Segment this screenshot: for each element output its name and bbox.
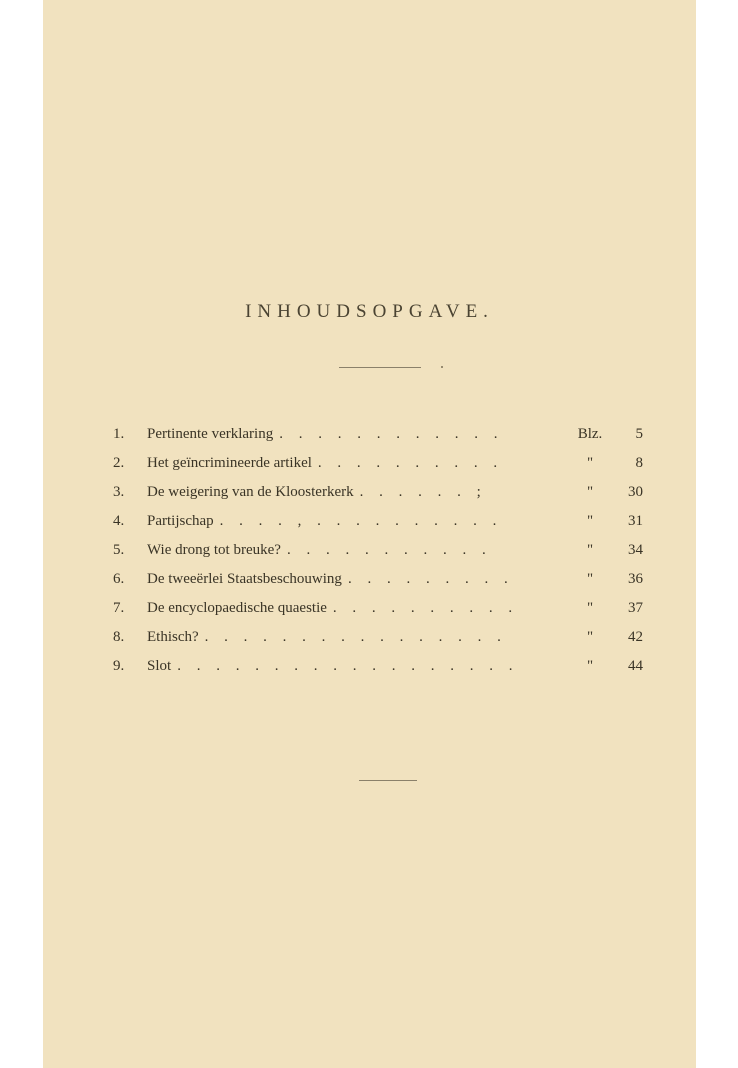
toc-entry	[113, 510, 653, 539]
toc-entry-title-container	[147, 452, 572, 474]
toc-entry-ref: "	[586, 513, 594, 529]
toc-entry	[113, 568, 653, 597]
toc-entry-page: 31	[628, 513, 643, 529]
toc-entry-title-container	[147, 481, 572, 503]
toc-entry-ref: "	[586, 658, 594, 674]
toc-entry	[113, 423, 653, 452]
toc-leader-dots: . . . . . . ;	[359, 484, 487, 500]
toc-entry-title-container	[147, 626, 572, 648]
toc-entry-page: 37	[628, 600, 643, 616]
toc-leader-dots: . . . . . . . . . . . .	[279, 426, 504, 442]
toc-leader-dots: . . . . . . . . . . . . . . . . . .	[177, 658, 519, 674]
toc-entry-ref: "	[586, 455, 594, 471]
toc-entry	[113, 655, 653, 684]
toc-entry-ref: "	[586, 484, 594, 500]
toc-entry-title-container	[147, 423, 572, 445]
toc-entry-title-container	[147, 597, 572, 619]
page-title: INHOUDSOPGAVE.	[245, 301, 494, 322]
title-divider	[339, 367, 421, 368]
toc-entry-title-container	[147, 655, 572, 677]
toc-entry-title-container	[147, 539, 572, 561]
toc-entry-number: 1.	[113, 426, 125, 442]
book-page	[43, 0, 696, 1068]
toc-leader-dots: . . . . . . . . . .	[317, 455, 504, 471]
toc-entry-number: 2.	[113, 455, 125, 471]
toc-entry	[113, 452, 653, 481]
toc-entry-page: 36	[628, 571, 643, 587]
toc-entry-title-container	[147, 510, 572, 532]
toc-entry-number: 5.	[113, 542, 125, 558]
toc-entry	[113, 539, 653, 568]
toc-entry-page: 42	[628, 629, 643, 645]
closing-divider	[359, 780, 417, 781]
toc-entry-ref: "	[586, 571, 594, 587]
toc-entry	[113, 481, 653, 510]
toc-entry-number: 7.	[113, 600, 125, 616]
toc-entry-number: 8.	[113, 629, 125, 645]
toc-entry-page: 5	[635, 426, 643, 442]
toc-entry-title: De tweeërlei Staatsbeschouwing	[147, 571, 342, 587]
toc-entry-title: Het geïncrimineerde artikel	[147, 455, 312, 471]
toc-entry-number: 9.	[113, 658, 125, 674]
toc-leader-dots: . . . . . . . . .	[347, 571, 514, 587]
toc-entry-ref: "	[586, 542, 594, 558]
toc-entry-number: 6.	[113, 571, 125, 587]
toc-entry-page: 44	[628, 658, 643, 674]
toc-entry-number: 3.	[113, 484, 125, 500]
toc-entry-page: 34	[628, 542, 643, 558]
toc-entry-page: 30	[628, 484, 643, 500]
toc-entry-title: Slot	[147, 658, 172, 674]
toc-entry-ref: "	[586, 600, 594, 616]
toc-entry-ref: Blz.	[577, 426, 603, 442]
toc-entry-number: 4.	[113, 513, 125, 529]
toc-entry	[113, 597, 653, 626]
toc-entry-title: Wie drong tot breuke?	[147, 542, 281, 558]
table-of-contents	[113, 423, 653, 684]
toc-leader-dots: . . . . . . . . . . . . . . . .	[204, 629, 507, 645]
toc-entry	[113, 626, 653, 655]
toc-entry-title: Pertinente verklaring	[147, 426, 274, 442]
toc-entry-title: Partijschap	[147, 513, 214, 529]
divider-dot	[441, 366, 443, 368]
toc-entry-title-container	[147, 568, 572, 590]
toc-leader-dots: . . . . . . . . . .	[332, 600, 519, 616]
toc-entry-title: Ethisch?	[147, 629, 199, 645]
toc-entry-page: 8	[635, 455, 643, 471]
toc-leader-dots: . . . . . . . . . . .	[286, 542, 492, 558]
toc-leader-dots: . . . . , . . . . . . . . . .	[219, 513, 503, 529]
toc-entry-title: De encyclopaedische quaestie	[147, 600, 327, 616]
toc-entry-title: De weigering van de Kloosterkerk	[147, 484, 354, 500]
toc-entry-ref: "	[586, 629, 594, 645]
